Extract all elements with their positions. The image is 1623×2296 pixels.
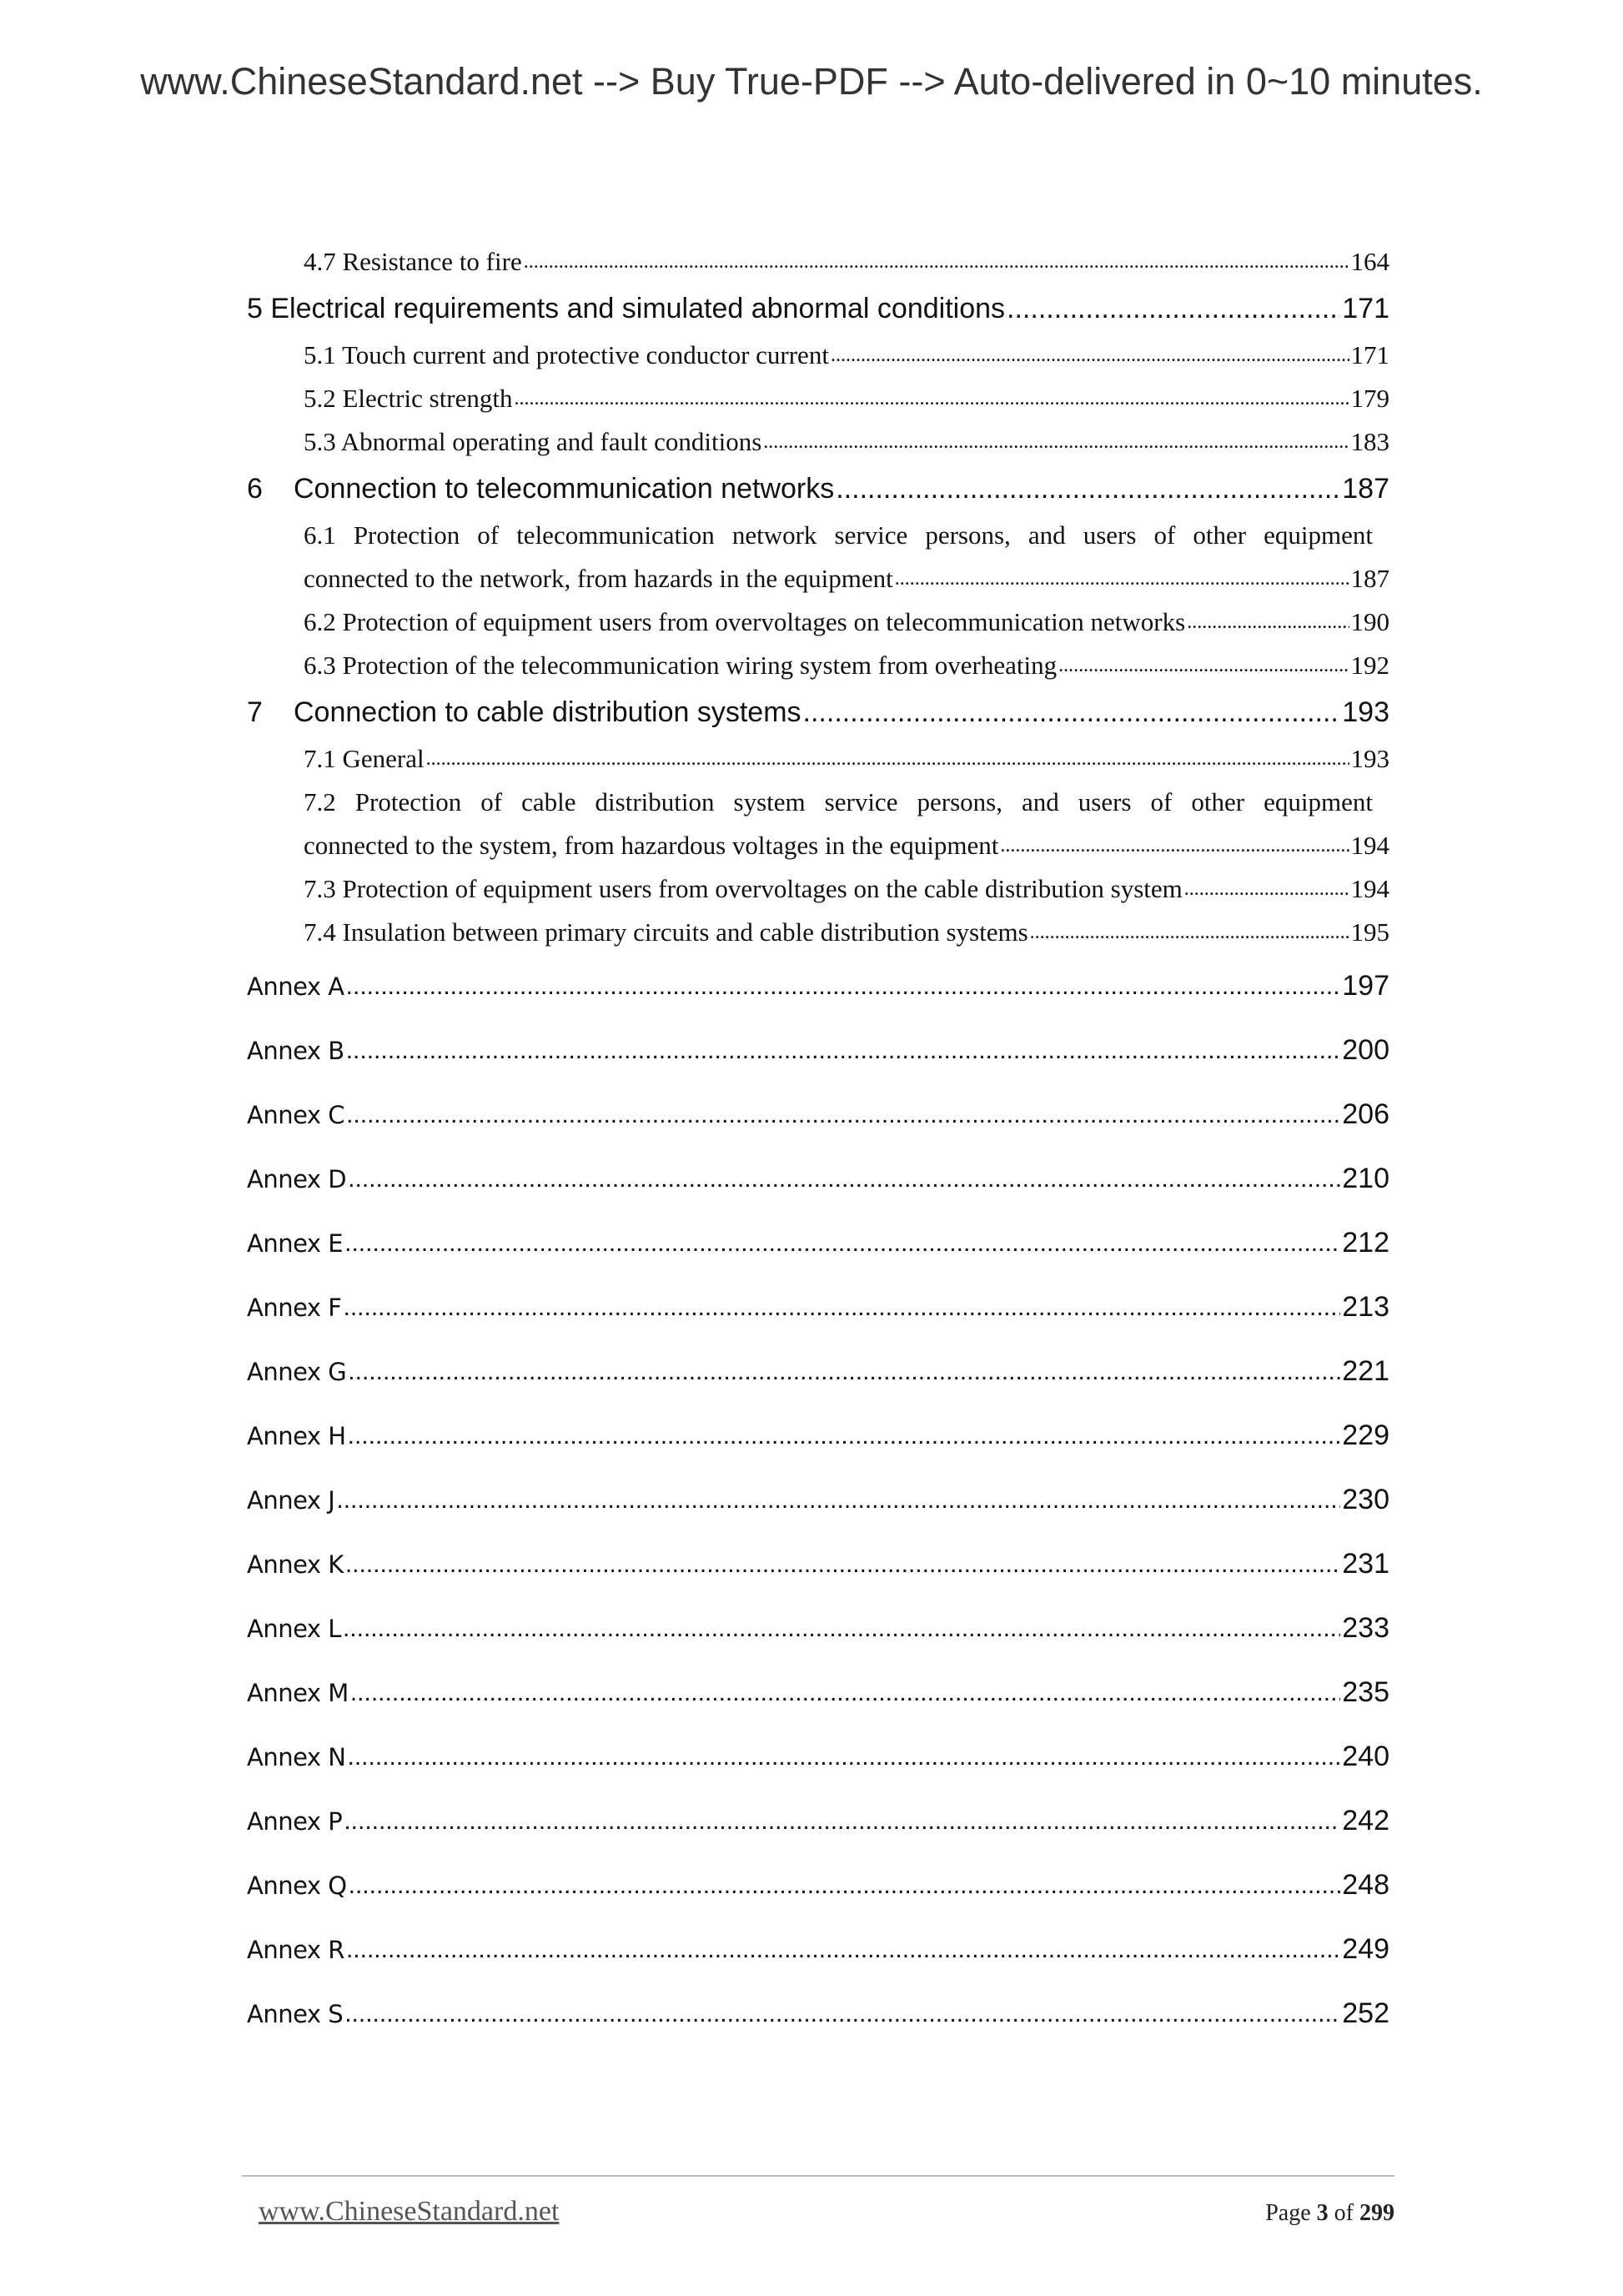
toc-entry-5-1[interactable] bbox=[247, 334, 1389, 377]
toc-annex-page: 249 bbox=[1342, 1933, 1389, 1965]
toc-annex-page: 229 bbox=[1342, 1419, 1389, 1451]
toc-entry-page: 164 bbox=[1350, 247, 1389, 276]
dot-leader bbox=[763, 431, 1349, 454]
dot-leader bbox=[344, 1294, 1341, 1322]
dot-leader bbox=[345, 1550, 1340, 1579]
dot-leader bbox=[515, 388, 1349, 410]
toc-entry-title: 5 Electrical requirements and simulated abnormal conditions bbox=[247, 292, 1006, 324]
toc-annex-entry[interactable] bbox=[247, 1211, 1389, 1275]
toc-annex-entry[interactable] bbox=[247, 1789, 1389, 1853]
toc-annex-entry[interactable] bbox=[247, 1660, 1389, 1725]
toc-annex-page: 233 bbox=[1342, 1612, 1389, 1644]
toc-annex-entry[interactable] bbox=[247, 954, 1389, 1018]
toc-annex-label: Annex N bbox=[247, 1742, 346, 1771]
dot-leader bbox=[895, 568, 1349, 590]
toc-annex-label: Annex K bbox=[247, 1550, 344, 1579]
toc-annex-label: Annex B bbox=[247, 1036, 344, 1065]
dot-leader bbox=[346, 1037, 1341, 1065]
toc-annex-entry[interactable] bbox=[247, 1018, 1389, 1083]
toc-annex-page: 200 bbox=[1342, 1034, 1389, 1066]
toc-entry-7-3[interactable] bbox=[247, 867, 1389, 911]
toc-annex-label: Annex J bbox=[247, 1485, 335, 1515]
toc-annex-label: Annex G bbox=[247, 1357, 347, 1386]
toc-annex-entry[interactable] bbox=[247, 1275, 1389, 1339]
dot-leader bbox=[348, 1422, 1341, 1450]
toc-entry-5[interactable] bbox=[247, 284, 1389, 334]
table-of-contents bbox=[247, 240, 1389, 2046]
toc-entry-page: 187 bbox=[1342, 472, 1389, 505]
toc-entry-heading bbox=[247, 473, 834, 505]
toc-entry-7-2-line1[interactable]: 7.2 Protection of cable distribution system service persons, and users of other equipment bbox=[304, 787, 1373, 816]
toc-entry-page: 190 bbox=[1350, 607, 1389, 636]
toc-annex-entry[interactable] bbox=[247, 1083, 1389, 1147]
toc-annex-entry[interactable] bbox=[247, 1339, 1389, 1404]
toc-annex-page: 231 bbox=[1342, 1548, 1389, 1580]
toc-entry-7[interactable] bbox=[247, 687, 1389, 737]
toc-entry-6-1[interactable] bbox=[247, 557, 1389, 600]
toc-annex-label: Annex R bbox=[247, 1935, 344, 1964]
page-total: 299 bbox=[1359, 2200, 1394, 2226]
toc-annex-page: 230 bbox=[1342, 1484, 1389, 1515]
toc-entry-page: 171 bbox=[1342, 292, 1389, 324]
dot-leader bbox=[348, 1743, 1341, 1771]
toc-entry-6-1-line1[interactable]: 6.1 Protection of telecommunication network service persons, and users of other equipment bbox=[304, 520, 1373, 550]
toc-entry-title: connected to the system, from hazardous voltages in the equipment bbox=[304, 831, 999, 860]
toc-entry-title: 4.7 Resistance to fire bbox=[304, 247, 522, 276]
toc-annex-label: Annex M bbox=[247, 1678, 349, 1707]
footer-site-link[interactable]: www.ChineseStandard.net bbox=[259, 2196, 560, 2227]
dot-leader bbox=[1030, 922, 1349, 944]
toc-entry-title: 7.4 Insulation between primary circuits and cable distribution systems bbox=[304, 917, 1028, 947]
header-banner[interactable]: www.ChineseStandard.net --> Buy True-PDF --> Auto-delivered in 0~10 minutes. bbox=[140, 60, 1483, 103]
toc-annex-entry[interactable] bbox=[247, 1725, 1389, 1789]
dot-leader bbox=[1000, 835, 1349, 857]
toc-entry-title: Connection to telecommunication networks bbox=[294, 472, 835, 505]
toc-entry-page: 179 bbox=[1350, 384, 1389, 413]
dot-leader bbox=[1184, 878, 1349, 901]
toc-annex-page: 235 bbox=[1342, 1676, 1389, 1708]
toc-annex-page: 242 bbox=[1342, 1805, 1389, 1836]
toc-entry-title: 7.1 General bbox=[304, 744, 425, 773]
toc-annex-page: 252 bbox=[1342, 1997, 1389, 2029]
annex-list bbox=[247, 954, 1389, 2046]
toc-entry-7-1[interactable] bbox=[247, 737, 1389, 781]
dot-leader bbox=[344, 2000, 1340, 2028]
toc-entry-6-2[interactable] bbox=[247, 600, 1389, 644]
toc-annex-entry[interactable] bbox=[247, 1982, 1389, 2046]
toc-annex-entry[interactable] bbox=[247, 1917, 1389, 1982]
dot-leader bbox=[1007, 293, 1340, 325]
dot-leader bbox=[346, 972, 1341, 1001]
page-of: of bbox=[1334, 2200, 1354, 2226]
toc-annex-entry[interactable] bbox=[247, 1596, 1389, 1660]
dot-leader bbox=[348, 1165, 1340, 1193]
toc-annex-label: Annex C bbox=[247, 1100, 345, 1129]
toc-entry-title: 6.2 Protection of equipment users from overvoltages on telecommunication networks bbox=[304, 607, 1186, 636]
toc-entry-5-3[interactable] bbox=[247, 420, 1389, 464]
toc-entry-page: 171 bbox=[1350, 340, 1389, 369]
dot-leader bbox=[350, 1679, 1340, 1707]
dot-leader bbox=[348, 1358, 1340, 1386]
toc-annex-label: Annex D bbox=[247, 1164, 347, 1193]
toc-entry-title: 5.2 Electric strength bbox=[304, 384, 513, 413]
dot-leader bbox=[831, 344, 1349, 367]
toc-annex-entry[interactable] bbox=[247, 1468, 1389, 1532]
toc-entry-page: 194 bbox=[1350, 874, 1389, 903]
toc-annex-entry[interactable] bbox=[247, 1853, 1389, 1917]
toc-entry-7-4[interactable] bbox=[247, 911, 1389, 954]
toc-annex-label: Annex A bbox=[247, 972, 344, 1001]
dot-leader bbox=[1187, 611, 1349, 634]
dot-leader bbox=[803, 696, 1341, 729]
toc-annex-entry[interactable] bbox=[247, 1147, 1389, 1211]
toc-entry-6[interactable] bbox=[247, 464, 1389, 514]
toc-annex-page: 248 bbox=[1342, 1869, 1389, 1901]
dot-leader bbox=[343, 1615, 1340, 1643]
toc-entry-title: 6.3 Protection of the telecommunication wiring system from overheating bbox=[304, 651, 1058, 680]
dot-leader bbox=[344, 1229, 1340, 1258]
toc-annex-label: Annex F bbox=[247, 1293, 342, 1322]
toc-entry-heading bbox=[247, 696, 801, 729]
dot-leader bbox=[524, 251, 1349, 274]
footer-divider bbox=[242, 2175, 1394, 2177]
toc-annex-page: 206 bbox=[1342, 1098, 1389, 1130]
toc-entry-5-2[interactable] bbox=[247, 377, 1389, 420]
toc-entry-page: 194 bbox=[1350, 831, 1389, 860]
toc-annex-page: 210 bbox=[1342, 1163, 1389, 1194]
toc-annex-label: Annex S bbox=[247, 1999, 344, 2028]
toc-annex-label: Annex E bbox=[247, 1228, 344, 1258]
page-prefix: Page bbox=[1265, 2200, 1311, 2226]
toc-annex-page: 213 bbox=[1342, 1291, 1389, 1323]
page-current: 3 bbox=[1316, 2200, 1329, 2226]
toc-entry-title: 5.3 Abnormal operating and fault conditions bbox=[304, 427, 762, 456]
toc-entry-4-7[interactable] bbox=[247, 240, 1389, 284]
toc-entry-number: 7 bbox=[247, 696, 263, 728]
toc-annex-label: Annex H bbox=[247, 1421, 346, 1450]
toc-entry-page: 192 bbox=[1350, 651, 1389, 680]
toc-entry-7-2[interactable] bbox=[247, 824, 1389, 867]
toc-entry-page: 193 bbox=[1350, 744, 1389, 773]
toc-annex-label: Annex L bbox=[247, 1614, 341, 1643]
toc-entry-title: connected to the network, from hazards in the equipment bbox=[304, 564, 893, 593]
dot-leader bbox=[336, 1486, 1340, 1515]
toc-annex-page: 221 bbox=[1342, 1355, 1389, 1387]
toc-annex-page: 212 bbox=[1342, 1227, 1389, 1259]
dot-leader bbox=[426, 748, 1349, 771]
toc-entry-page: 187 bbox=[1350, 564, 1389, 593]
toc-annex-page: 197 bbox=[1342, 970, 1389, 1002]
dot-leader bbox=[346, 1101, 1340, 1129]
toc-annex-label: Annex Q bbox=[247, 1871, 347, 1900]
toc-entry-number: 6 bbox=[247, 472, 263, 505]
toc-entry-page: 193 bbox=[1342, 696, 1389, 728]
toc-entry-title: Connection to cable distribution systems bbox=[294, 696, 801, 728]
toc-entry-title: 5.1 Touch current and protective conductor current bbox=[304, 340, 829, 369]
toc-annex-label: Annex P bbox=[247, 1806, 343, 1836]
toc-entry-6-3[interactable] bbox=[247, 644, 1389, 687]
dot-leader bbox=[1058, 655, 1349, 677]
toc-annex-entry[interactable] bbox=[247, 1404, 1389, 1468]
toc-entry-page: 195 bbox=[1350, 917, 1389, 947]
toc-entry-page: 183 bbox=[1350, 427, 1389, 456]
dot-leader bbox=[346, 1936, 1340, 1964]
toc-annex-entry[interactable] bbox=[247, 1532, 1389, 1596]
toc-entry-title: 7.3 Protection of equipment users from overvoltages on the cable distribution system bbox=[304, 874, 1183, 903]
toc-annex-page: 240 bbox=[1342, 1741, 1389, 1772]
dot-leader bbox=[836, 473, 1340, 505]
dot-leader bbox=[349, 1871, 1341, 1900]
page-number bbox=[1265, 2200, 1394, 2227]
dot-leader bbox=[344, 1807, 1340, 1836]
